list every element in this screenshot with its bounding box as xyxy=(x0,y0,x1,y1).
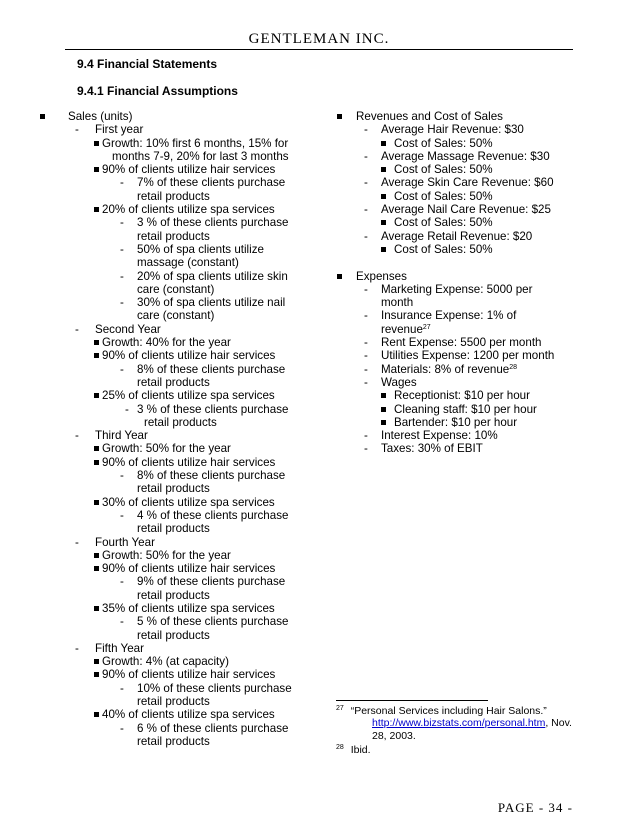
bullet-dash: - xyxy=(364,336,368,350)
list-item xyxy=(40,190,320,203)
list-item xyxy=(40,655,320,668)
list-item-text: retail products xyxy=(137,375,210,389)
bullet-square-icon xyxy=(94,672,99,677)
footnote-number: 28 xyxy=(336,744,344,751)
list-item-text: 90% of clients utilize hair services xyxy=(102,668,276,682)
bullet-dash: - xyxy=(120,176,124,190)
bullet-dash: - xyxy=(364,362,368,376)
list-item xyxy=(40,668,320,681)
bullet-square-icon xyxy=(94,340,99,345)
list-item-text: Cost of Sales: 50% xyxy=(394,216,493,230)
list-item xyxy=(40,123,320,136)
list-item xyxy=(337,150,577,163)
list-item xyxy=(337,137,577,150)
bullet-dash: - xyxy=(125,402,129,416)
footnote-date: 28, 2003. xyxy=(372,729,416,742)
list-item-text: 90% of clients utilize hair services xyxy=(102,562,276,576)
footnote-27 xyxy=(336,705,576,742)
list-item xyxy=(337,403,577,416)
list-item xyxy=(40,336,320,349)
list-item xyxy=(337,123,577,136)
list-item xyxy=(40,708,320,721)
list-item-text: First year xyxy=(95,123,144,137)
bullet-square-icon xyxy=(94,446,99,451)
list-item xyxy=(40,256,320,269)
list-item-text: retail products xyxy=(137,522,210,536)
list-item-text: 90% of clients utilize hair services xyxy=(102,163,276,177)
list-item-text: 20% of spa clients utilize skin xyxy=(137,269,288,283)
list-item-text: Cost of Sales: 50% xyxy=(394,242,493,256)
bullet-dash: - xyxy=(120,242,124,256)
list-item xyxy=(40,695,320,708)
bullet-square-icon xyxy=(94,167,99,172)
bullet-dash: - xyxy=(75,429,79,443)
left-column xyxy=(40,110,320,748)
bullet-dash: - xyxy=(364,349,368,363)
list-item xyxy=(337,283,577,296)
list-item-text: Sales (units) xyxy=(68,110,133,123)
list-item xyxy=(40,283,320,296)
bullet-square-icon xyxy=(381,393,386,398)
list-item-text: Growth: 40% for the year xyxy=(102,336,231,350)
list-item-text: 90% of clients utilize hair services xyxy=(102,455,276,469)
list-item-text: 4 % of these clients purchase xyxy=(137,508,289,522)
list-item xyxy=(40,469,320,482)
bullet-square-icon xyxy=(94,553,99,558)
list-item xyxy=(40,137,320,150)
list-item xyxy=(40,176,320,189)
list-item xyxy=(40,349,320,362)
list-item-text: Average Skin Care Revenue: $60 xyxy=(381,176,554,190)
list-item-text: 30% of clients utilize spa services xyxy=(102,495,275,509)
section-heading: 9.4 Financial Statements xyxy=(77,57,218,71)
list-item xyxy=(40,309,320,322)
list-item-text: Average Retail Revenue: $20 xyxy=(381,229,533,243)
list-item-text: retail products xyxy=(137,482,210,496)
bullet-square-icon xyxy=(94,353,99,358)
list-item-text: Growth: 50% for the year xyxy=(102,442,231,456)
list-item-text: retail products xyxy=(137,734,210,748)
list-item xyxy=(40,416,320,429)
header-rule xyxy=(65,49,573,50)
bullet-dash: - xyxy=(364,229,368,243)
list-item-text: care (constant) xyxy=(137,282,215,296)
bullet-square-icon xyxy=(381,167,386,172)
list-item-text: Bartender: $10 per hour xyxy=(394,415,518,429)
list-item xyxy=(337,363,577,376)
bullet-dash: - xyxy=(364,429,368,443)
list-item xyxy=(337,389,577,402)
list-item xyxy=(40,722,320,735)
bullet-dash: - xyxy=(120,469,124,483)
list-item-text: Third Year xyxy=(95,429,148,443)
list-item-text: Interest Expense: 10% xyxy=(381,429,498,443)
list-item-text: Fifth Year xyxy=(95,641,144,655)
list-item-text: retail products xyxy=(137,588,210,602)
list-item-text: 6 % of these clients purchase xyxy=(137,721,289,735)
bullet-square-icon xyxy=(94,712,99,717)
list-item-text: Average Hair Revenue: $30 xyxy=(381,123,524,137)
bullet-square-icon xyxy=(94,500,99,505)
list-item xyxy=(40,575,320,588)
list-item-text: 7% of these clients purchase xyxy=(137,176,286,190)
list-item xyxy=(40,389,320,402)
footnote-ref: 28 xyxy=(509,363,518,371)
list-item-text: 3 % of these clients purchase xyxy=(137,216,289,230)
list-item-text: 10% of these clients purchase xyxy=(137,681,292,695)
list-item xyxy=(40,562,320,575)
bullet-dash: - xyxy=(120,681,124,695)
footnote-28 xyxy=(336,744,371,756)
list-item-text: Cost of Sales: 50% xyxy=(394,163,493,177)
list-item xyxy=(40,296,320,309)
list-item-text: retail products xyxy=(137,229,210,243)
list-item xyxy=(40,536,320,549)
bullet-dash: - xyxy=(364,375,368,389)
list-item xyxy=(337,442,577,455)
list-item-text: revenue xyxy=(381,322,423,336)
bullet-dash: - xyxy=(120,296,124,310)
list-item xyxy=(40,496,320,509)
bullet-square-icon xyxy=(381,247,386,252)
bullet-dash: - xyxy=(120,575,124,589)
list-item-text: Average Nail Care Revenue: $25 xyxy=(381,203,551,217)
list-item-text: retail products xyxy=(137,628,210,642)
bullet-dash: - xyxy=(75,535,79,549)
list-item xyxy=(337,336,577,349)
list-item xyxy=(40,642,320,655)
list-item-text: Insurance Expense: 1% of xyxy=(381,309,517,323)
page-number: PAGE - 34 - xyxy=(497,800,573,815)
list-item-text: Average Massage Revenue: $30 xyxy=(381,149,550,163)
list-item-text: 8% of these clients purchase xyxy=(137,362,286,376)
list-item-text: Receptionist: $10 per hour xyxy=(394,389,530,403)
list-item-text: 8% of these clients purchase xyxy=(137,469,286,483)
list-item-text: Growth: 50% for the year xyxy=(102,548,231,562)
list-item xyxy=(337,243,577,256)
footnote-link[interactable]: http://www.bizstats.com/personal.htm xyxy=(372,717,546,730)
list-item-text: 5 % of these clients purchase xyxy=(137,615,289,629)
list-item-text: Cost of Sales: 50% xyxy=(394,189,493,203)
bullet-dash: - xyxy=(364,309,368,323)
list-item-text: 90% of clients utilize hair services xyxy=(102,349,276,363)
list-item xyxy=(40,403,320,416)
list-item-text: Cost of Sales: 50% xyxy=(394,136,493,150)
right-column xyxy=(337,110,577,456)
list-item-text: massage (constant) xyxy=(137,256,239,270)
bullet-square-icon xyxy=(381,194,386,199)
list-item-text: month xyxy=(381,296,414,310)
list-item xyxy=(337,296,577,309)
list-item-text: 40% of clients utilize spa services xyxy=(102,708,275,722)
list-item xyxy=(40,482,320,495)
bullet-dash: - xyxy=(75,641,79,655)
list-item-text: retail products xyxy=(137,189,210,203)
bullet-dash: - xyxy=(75,123,79,137)
list-item xyxy=(40,363,320,376)
list-item xyxy=(40,682,320,695)
list-item xyxy=(40,270,320,283)
list-item xyxy=(40,522,320,535)
list-item-text: Marketing Expense: 5000 per xyxy=(381,282,533,296)
list-item xyxy=(337,270,577,283)
footnote-number: 27 xyxy=(336,705,344,712)
list-item xyxy=(337,309,577,322)
list-item-text: Second Year xyxy=(95,322,161,336)
list-item-text: Revenues and Cost of Sales xyxy=(356,110,503,123)
list-item-text: 3 % of these clients purchase xyxy=(137,402,289,416)
list-item xyxy=(337,230,577,243)
list-item-text: 35% of clients utilize spa services xyxy=(102,601,275,615)
footnote-text: “Personal Services including Hair Salons.” xyxy=(350,705,547,717)
bullet-dash: - xyxy=(120,269,124,283)
bullet-dash: - xyxy=(364,442,368,456)
list-item xyxy=(337,163,577,176)
bullet-dash: - xyxy=(364,149,368,163)
list-item-text: retail products xyxy=(137,695,210,709)
list-item-text: Utilities Expense: 1200 per month xyxy=(381,349,555,363)
list-item xyxy=(40,203,320,216)
list-item xyxy=(337,256,577,269)
bullet-square-icon xyxy=(94,460,99,465)
bullet-square-icon xyxy=(381,220,386,225)
bullet-dash: - xyxy=(120,721,124,735)
list-item xyxy=(40,509,320,522)
subsection-heading: 9.4.1 Financial Assumptions xyxy=(77,84,238,98)
bullet-dash: - xyxy=(120,216,124,230)
list-item xyxy=(40,230,320,243)
list-item-text: Growth: 4% (at capacity) xyxy=(102,655,229,669)
list-item xyxy=(337,203,577,216)
bullet-dash: - xyxy=(364,203,368,217)
list-item xyxy=(40,456,320,469)
bullet-square-icon xyxy=(40,114,45,119)
footnote-tail: , Nov. xyxy=(545,717,572,730)
list-item xyxy=(337,176,577,189)
list-item xyxy=(40,549,320,562)
list-item-text: care (constant) xyxy=(137,309,215,323)
list-item-text: Expenses xyxy=(356,269,407,283)
bullet-square-icon xyxy=(381,407,386,412)
bullet-dash: - xyxy=(120,508,124,522)
list-item xyxy=(40,735,320,748)
list-item xyxy=(40,589,320,602)
list-item xyxy=(40,243,320,256)
list-item-text: retail products xyxy=(144,415,217,429)
list-item xyxy=(337,190,577,203)
list-item-text: Fourth Year xyxy=(95,535,155,549)
bullet-dash: - xyxy=(364,176,368,190)
list-item xyxy=(40,150,320,163)
bullet-square-icon xyxy=(94,393,99,398)
list-item xyxy=(337,216,577,229)
list-item xyxy=(40,602,320,615)
list-item-text: Wages xyxy=(381,375,417,389)
footnote-text: Ibid. xyxy=(350,744,371,756)
list-item xyxy=(337,349,577,362)
list-item xyxy=(40,216,320,229)
bullet-square-icon xyxy=(381,420,386,425)
list-item xyxy=(337,376,577,389)
list-item-text: Growth: 10% first 6 months, 15% for xyxy=(102,136,289,150)
list-item xyxy=(40,163,320,176)
bullet-square-icon xyxy=(337,274,342,279)
bullet-square-icon xyxy=(94,141,99,146)
list-item xyxy=(40,629,320,642)
list-item-text: 25% of clients utilize spa services xyxy=(102,389,275,403)
list-item xyxy=(40,323,320,336)
bullet-square-icon xyxy=(94,566,99,571)
bullet-dash: - xyxy=(75,322,79,336)
list-item xyxy=(337,110,577,123)
list-item xyxy=(40,615,320,628)
footnote-ref: 27 xyxy=(422,323,431,331)
list-item-text: months 7-9, 20% for last 3 months xyxy=(112,149,289,163)
list-item xyxy=(40,376,320,389)
list-item xyxy=(40,110,320,123)
bullet-dash: - xyxy=(120,362,124,376)
bullet-square-icon xyxy=(381,141,386,146)
list-item-text: Materials: 8% of revenue xyxy=(381,362,510,376)
list-item-text: Rent Expense: 5500 per month xyxy=(381,336,542,350)
bullet-square-icon xyxy=(94,606,99,611)
bullet-square-icon xyxy=(94,659,99,664)
bullet-dash: - xyxy=(364,123,368,137)
list-item xyxy=(337,429,577,442)
list-item xyxy=(337,323,577,336)
list-item-line xyxy=(381,363,517,376)
bullet-dash: - xyxy=(364,282,368,296)
list-item-text: Taxes: 30% of EBIT xyxy=(381,442,483,456)
list-item xyxy=(337,416,577,429)
list-item-text: 50% of spa clients utilize xyxy=(137,242,264,256)
list-item-text: 30% of spa clients utilize nail xyxy=(137,296,286,310)
list-item-text: Cleaning staff: $10 per hour xyxy=(394,402,537,416)
list-item-text: 20% of clients utilize spa services xyxy=(102,203,275,217)
bullet-square-icon xyxy=(337,114,342,119)
company-header: GENTLEMAN INC. xyxy=(248,31,390,47)
list-item xyxy=(40,442,320,455)
bullet-dash: - xyxy=(120,615,124,629)
footnote-rule xyxy=(336,700,488,701)
list-item-text: 9% of these clients purchase xyxy=(137,575,286,589)
list-item xyxy=(40,429,320,442)
list-item-line xyxy=(381,323,431,336)
bullet-square-icon xyxy=(94,207,99,212)
